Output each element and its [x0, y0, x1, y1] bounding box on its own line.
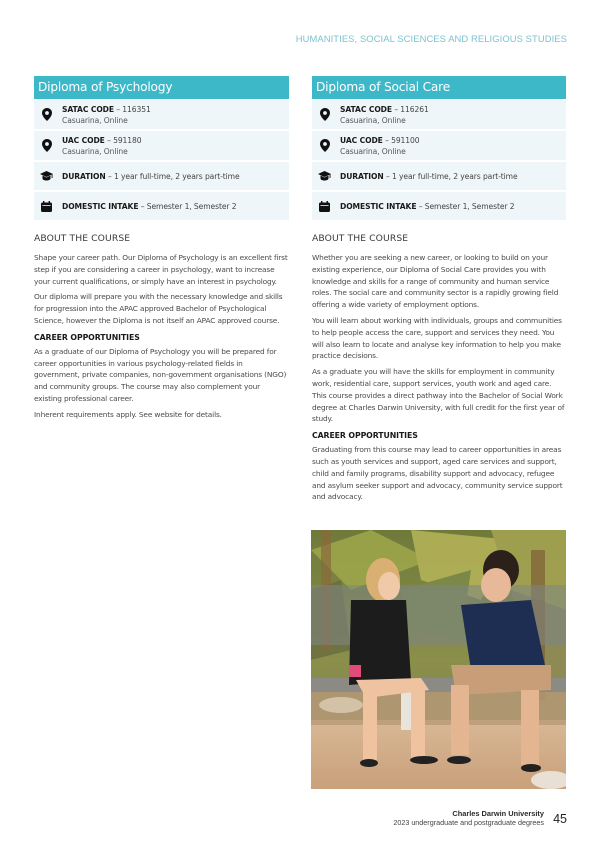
course-info-card: [312, 76, 566, 220]
course-column-psychology: [34, 76, 289, 425]
location-pin-icon: [40, 108, 53, 122]
career-paragraph: As a graduate of our Diploma of Psychology you will be prepared for career opportunities in various psychology-related fields in government, private companies, non-government organisations (NGO) and community groups. The course may also complement your existing professional career.: [34, 346, 287, 403]
row-label: DURATION: [340, 171, 384, 181]
uac-code-row: [312, 131, 566, 160]
career-heading: CAREER OPPORTUNITIES: [34, 332, 140, 342]
domestic-intake-row: [34, 192, 289, 220]
row-label: DURATION: [62, 171, 106, 181]
calendar-icon: [40, 199, 53, 213]
graduation-cap-icon: [318, 169, 331, 183]
duration-row: [34, 162, 289, 190]
course-description: [312, 233, 566, 503]
course-title: Diploma of Social Care: [312, 76, 566, 99]
row-label: SATAC CODE: [340, 104, 392, 114]
calendar-icon: [318, 199, 331, 213]
row-label: DOMESTIC INTAKE: [62, 201, 139, 211]
row-value: – Semester 1, Semester 2: [418, 201, 515, 211]
row-value: – 591100: [385, 135, 420, 145]
about-heading: ABOUT THE COURSE: [312, 233, 409, 244]
duration-row: [312, 162, 566, 190]
about-paragraph: Whether you are seeking a new career, or looking to build on your existing experience, our Diploma of Social Care provides you with knowledge and skills for a range of community and human service roles. The social care and community sector is a rapidly growing field offering a wide variety of employment options.: [312, 253, 559, 310]
row-value: – 1 year full-time, 2 years part-time: [107, 171, 240, 181]
row-campus: Casuarina, Online: [62, 115, 128, 125]
domestic-intake-row: [312, 192, 566, 220]
career-heading: CAREER OPPORTUNITIES: [312, 431, 418, 441]
row-value: – 116351: [116, 104, 151, 114]
row-campus: Casuarina, Online: [340, 146, 406, 156]
about-heading: ABOUT THE COURSE: [34, 233, 131, 244]
row-value: – 116261: [394, 104, 429, 114]
row-label: UAC CODE: [340, 135, 383, 145]
row-value: – 591180: [107, 135, 142, 145]
requirements-note: Inherent requirements apply. See website for details.: [34, 409, 222, 419]
uac-code-row: [34, 131, 289, 160]
satac-code-row: [312, 100, 566, 129]
row-value: – Semester 1, Semester 2: [140, 201, 237, 211]
about-paragraph: Shape your career path. Our Diploma of Psychology is an excellent first step if you are considering a career in psychology, want to increase your current qualifications, or simply have an interest in psychology.: [34, 253, 288, 286]
location-pin-icon: [318, 108, 331, 122]
students-photo: [311, 530, 566, 789]
about-paragraph: You will learn about working with individuals, groups and communities to help people access the care, support and services they need. You will also learn to locate and analyse key information to help you make practice decisions.: [312, 315, 562, 361]
graduation-cap-icon: [40, 169, 53, 183]
about-paragraph: Our diploma will prepare you with the necessary knowledge and skills for progression into the APAC approved Bachelor of Psychological Science, however the Diploma is not itself an APAC approved course.: [34, 292, 283, 325]
career-paragraph: Graduating from this course may lead to career opportunities in areas such as youth services and support, aged care services and support, child and family programs, disability support and advocacy, refugee and asylum seeker support and advocacy, community service support and advocacy.: [312, 445, 563, 502]
satac-code-row: [34, 100, 289, 129]
row-label: SATAC CODE: [62, 104, 114, 114]
course-info-card: [34, 76, 289, 220]
location-pin-icon: [40, 139, 53, 153]
location-pin-icon: [318, 139, 331, 153]
row-label: UAC CODE: [62, 135, 105, 145]
course-description: [34, 233, 289, 421]
course-column-social-care: [312, 76, 566, 507]
section-title: HUMANITIES, SOCIAL SCIENCES AND RELIGIOUS STUDIES: [295, 33, 567, 44]
course-title: Diploma of Psychology: [34, 76, 289, 99]
row-value: – 1 year full-time, 2 years part-time: [385, 171, 518, 181]
page-footer: [393, 809, 544, 827]
page-number: 45: [553, 812, 567, 826]
row-campus: Casuarina, Online: [62, 146, 128, 156]
publication-title: 2023 undergraduate and postgraduate degrees: [393, 818, 544, 827]
row-campus: Casuarina, Online: [340, 115, 406, 125]
about-paragraph: As a graduate you will have the skills for employment in community work, residential care, support services, youth work and aged care. This course provides a direct pathway into the Bachelor of Social Work degree at Charles Darwin University, with full credit for the first year of study.: [312, 367, 565, 424]
university-name: Charles Darwin University: [452, 809, 544, 818]
row-label: DOMESTIC INTAKE: [340, 201, 417, 211]
